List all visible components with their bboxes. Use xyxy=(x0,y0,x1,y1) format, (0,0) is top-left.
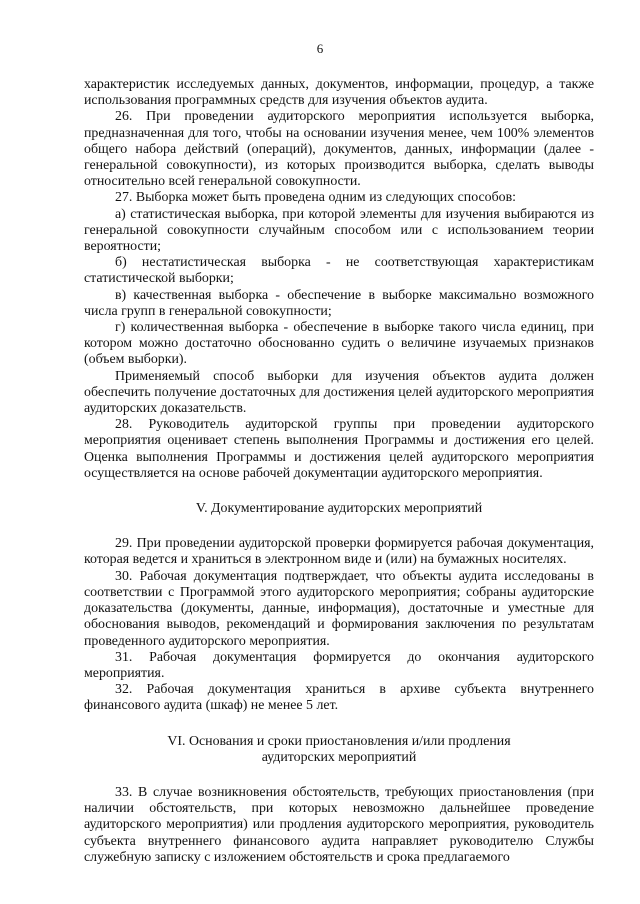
paragraph-26: 26. При проведении аудиторского мероприятия используется выборка, предназначенная для того, чтобы на основании изучения менее, чем 100% элементов общего набора действий (операций), документов, данных, информации (далее - генеральной совокупности), из которых производится выборка, сделать выводы относительно всей генеральной совокупности. xyxy=(84,109,594,190)
list-item-g: г) количественная выборка - обеспечение в выборке такого числа единиц, при котором можно достаточно обоснованно судить о величине изучаемых признаков (объем выборки). xyxy=(84,320,594,368)
list-item-v: в) качественная выборка - обеспечение в выборке максимально возможного числа групп в генеральной совокупности; xyxy=(84,287,594,319)
section-heading-vi-continued: аудиторских мероприятий xyxy=(261,749,417,765)
section-heading-vi: VI. Основания и сроки приостановления и/или продления xyxy=(167,733,511,749)
paragraph-28: 28. Руководитель аудиторской группы при проведении аудиторского мероприятия оценивает степень выполнения Программы и достижения его целей. Оценка выполнения Программы и достижения целей аудиторского мероприятия осуществляется на основе рабочей документации аудиторского мероприятия. xyxy=(84,417,594,481)
paragraph-33: 33. В случае возникновения обстоятельств, требующих приостановления (при наличии обстоятельств, при которых невозможно дальнейшее проведение аудиторского мероприятия) или продления аудиторского мероприятия, руководитель субъекта внутреннего финансового аудита направляет руководителю Службы служебную записку с изложением обстоятельств и срока предлагаемого xyxy=(84,784,594,865)
paragraph-32: 32. Рабочая документация храниться в архиве субъекта внутреннего финансового аудита (шкаф) не менее 5 лет. xyxy=(84,682,594,714)
list-item-b: б) нестатистическая выборка - не соответствующая характеристикам статистической выборки; xyxy=(84,255,594,287)
section-heading-v: V. Документирование аудиторских мероприятий xyxy=(195,501,483,517)
paragraph-27: 27. Выборка может быть проведена одним из следующих способов: xyxy=(115,190,517,206)
paragraph-31: 31. Рабочая документация формируется до окончания аудиторского мероприятия. xyxy=(84,649,594,681)
paragraph-30: 30. Рабочая документация подтверждает, что объекты аудита исследованы в соответствии с Программой этого аудиторского мероприятия; собраны аудиторские доказательства (документы, данные, информация), достаточные и уместные для обоснования выводов, рекомендаций и формирования заключения по результатам проведенного аудиторского мероприятия. xyxy=(84,568,594,649)
paragraph-29: 29. При проведении аудиторской проверки формируется рабочая документация, которая ведется и храниться в электронном виде и (или) на бумажных носителях. xyxy=(84,536,594,568)
paragraph: Применяемый способ выборки для изучения объектов аудита должен обеспечить получение достаточных для достижения целей аудиторского мероприятия аудиторских доказательств. xyxy=(84,368,594,417)
page-number: 6 xyxy=(316,41,324,56)
document-body xyxy=(84,77,594,866)
paragraph: характеристик исследуемых данных, документов, информации, процедур, а также использования программных средств для изучения объектов аудита. xyxy=(84,77,594,109)
list-item-a: а) статистическая выборка, при которой элементы для изучения выбираются из генеральной совокупности случайным способом или с использованием теории вероятности; xyxy=(84,206,594,255)
